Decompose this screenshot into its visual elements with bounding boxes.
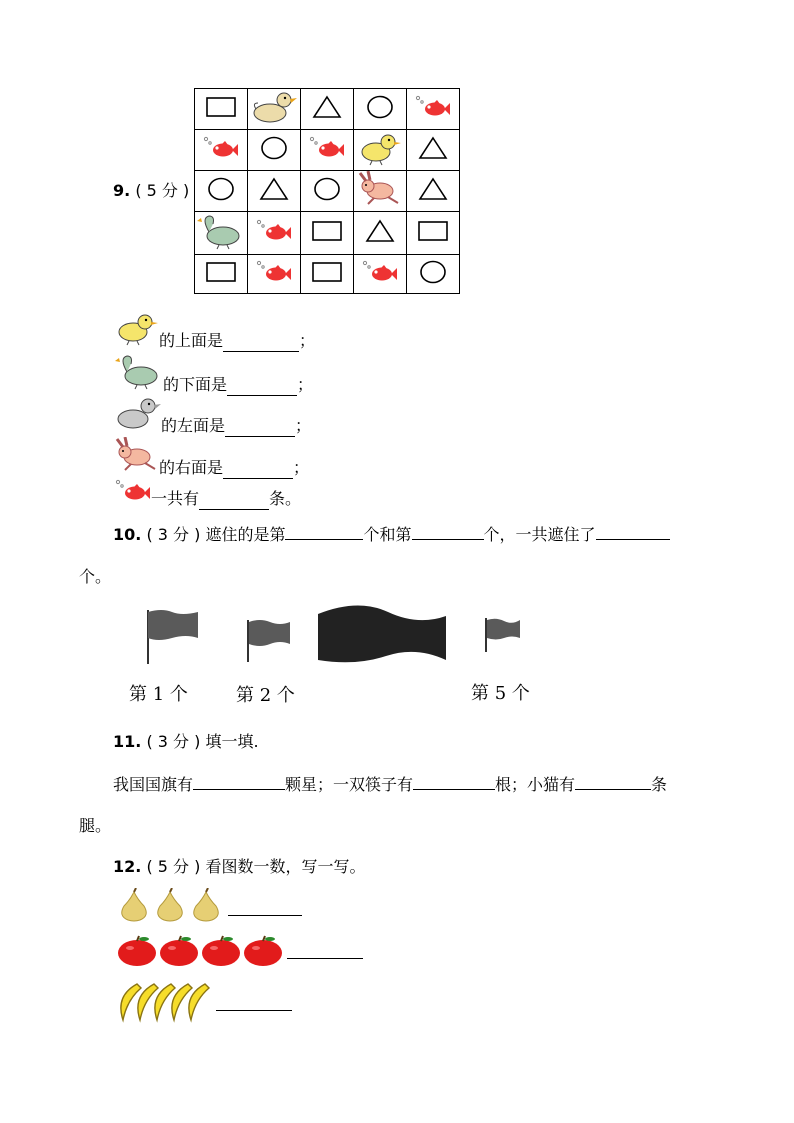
q11-text3: 根；小猫有 [495, 775, 576, 794]
duck-icon [248, 89, 300, 129]
covering-cloth [318, 605, 446, 662]
position-grid [194, 88, 460, 294]
answer-blank[interactable] [412, 523, 484, 540]
q12-number: 12. [113, 857, 142, 876]
grid-row [195, 171, 460, 212]
q10-number: 10. [113, 525, 142, 544]
grid-cell [407, 255, 460, 294]
grid-row [195, 255, 460, 294]
answer-blank[interactable] [285, 523, 363, 540]
flag-2-icon [248, 620, 290, 662]
apples-row [116, 935, 284, 971]
q9-line-text: 的上面是 [159, 331, 224, 350]
grid-cell [301, 212, 354, 255]
q12-heading [113, 856, 365, 878]
q12-score: ( 5 分 ) [146, 857, 201, 876]
bananas-group [113, 980, 217, 1028]
apple-icon [200, 935, 242, 971]
grid-cell [248, 130, 301, 171]
q9-line-text: 的下面是 [163, 375, 228, 394]
q11-number: 11. [113, 732, 142, 751]
square-icon [301, 221, 353, 245]
triangle-icon [354, 219, 406, 247]
circle-icon [354, 95, 406, 123]
circle-icon [248, 136, 300, 164]
banana-icon [189, 984, 209, 1020]
goose-icon [195, 212, 247, 254]
answer-blank[interactable] [216, 994, 292, 1011]
grid-cell [195, 171, 248, 212]
fish-icon [354, 259, 406, 289]
grid-cell [354, 171, 407, 212]
flags-illustration [110, 600, 540, 670]
flag-1-icon [148, 610, 198, 664]
flag-label-1: 第 1 个 [129, 684, 188, 705]
fish-icon [301, 135, 353, 165]
q11-heading [113, 731, 259, 753]
answer-blank[interactable] [413, 773, 495, 790]
pears-row [116, 888, 224, 926]
q9-line-end: ； [293, 458, 310, 477]
answer-blank[interactable] [199, 493, 269, 510]
q11-line1 [113, 773, 667, 796]
q12-title: 看图数一数，写一写。 [205, 857, 366, 876]
chick-icon [354, 130, 406, 170]
q11-score: ( 3 分 ) [146, 732, 201, 751]
q10-text2: 个和第 [363, 525, 412, 544]
square-icon [195, 97, 247, 121]
grid-cell [301, 89, 354, 130]
q9-line-end: ； [299, 331, 316, 350]
grid-cell [407, 130, 460, 171]
q11-title: 填一填. [205, 732, 259, 751]
grid-row [195, 130, 460, 171]
grid-cell [195, 255, 248, 294]
answer-blank[interactable] [193, 773, 285, 790]
goose-icon [115, 352, 163, 396]
q9-line-end: 条。 [269, 489, 302, 508]
q9-score: ( 5 分 ) [135, 181, 190, 200]
square-icon [195, 262, 247, 286]
chick-icon [115, 310, 159, 352]
answer-blank[interactable] [227, 379, 297, 396]
fish-icon [407, 94, 459, 124]
grid-row [195, 89, 460, 130]
grid-cell [195, 212, 248, 255]
q9-number: 9. [113, 181, 131, 200]
q9-line-end: ； [295, 416, 312, 435]
q9-line [115, 395, 311, 437]
q10-text3: 个，一共遮住了 [483, 525, 596, 544]
square-icon [407, 221, 459, 245]
apple-icon [116, 935, 158, 971]
grid-cell [301, 130, 354, 171]
apple-icon [242, 935, 284, 971]
answer-blank[interactable] [223, 335, 299, 352]
q11-text2: 颗星；一双筷子有 [285, 775, 414, 794]
grid-row [195, 212, 460, 255]
q11-text4: 条 [651, 775, 668, 794]
fish-icon [248, 218, 300, 248]
q9-line-text: 一共有 [151, 489, 200, 508]
q10-line1 [113, 523, 670, 546]
q9-line-end: ； [297, 375, 314, 394]
fish-icon [195, 135, 247, 165]
grid-cell [248, 171, 301, 212]
q9-line [115, 352, 313, 396]
triangle-icon [248, 177, 300, 205]
q9-line [115, 310, 315, 352]
apple-icon [158, 935, 200, 971]
answer-blank[interactable] [223, 462, 293, 479]
rabbit-icon [115, 437, 159, 479]
grid-cell [354, 212, 407, 255]
answer-blank[interactable] [228, 899, 302, 916]
q9-line-text: 的左面是 [161, 416, 226, 435]
q9-heading [113, 180, 189, 202]
triangle-icon [301, 95, 353, 123]
grid-cell [407, 212, 460, 255]
triangle-icon [407, 177, 459, 205]
triangle-icon [407, 136, 459, 164]
flag-label-5: 第 5 个 [471, 683, 530, 704]
duck-icon [115, 395, 161, 437]
pear-icon [116, 888, 152, 926]
q9-line [115, 478, 301, 510]
pear-icon [188, 888, 224, 926]
answer-blank[interactable] [575, 773, 651, 790]
answer-blank[interactable] [225, 420, 295, 437]
answer-blank[interactable] [596, 523, 670, 540]
grid-cell [407, 171, 460, 212]
q11-text1: 我国国旗有 [113, 775, 194, 794]
q10-text1: 遮住的是第 [205, 525, 286, 544]
pear-icon [152, 888, 188, 926]
fish-icon [115, 478, 151, 510]
grid-cell [248, 89, 301, 130]
grid-cell [354, 89, 407, 130]
answer-blank[interactable] [287, 942, 363, 959]
q9-line-text: 的右面是 [159, 458, 224, 477]
grid-cell [195, 89, 248, 130]
flag-label-2: 第 2 个 [236, 685, 295, 706]
square-icon [301, 262, 353, 286]
q10-score: ( 3 分 ) [146, 525, 201, 544]
q11-text5: 腿。 [79, 816, 112, 835]
circle-icon [195, 177, 247, 205]
grid-cell [248, 212, 301, 255]
grid-cell [195, 130, 248, 171]
grid-cell [248, 255, 301, 294]
flag-5-icon [486, 618, 520, 652]
fish-icon [248, 259, 300, 289]
q10-text4: 个。 [79, 567, 112, 586]
grid-cell [354, 130, 407, 171]
grid-cell [354, 255, 407, 294]
q9-grid [194, 88, 460, 294]
grid-cell [407, 89, 460, 130]
circle-icon [407, 260, 459, 288]
q9-line [115, 437, 309, 479]
grid-cell [301, 171, 354, 212]
circle-icon [301, 177, 353, 205]
grid-cell [301, 255, 354, 294]
rabbit-icon [354, 171, 406, 211]
